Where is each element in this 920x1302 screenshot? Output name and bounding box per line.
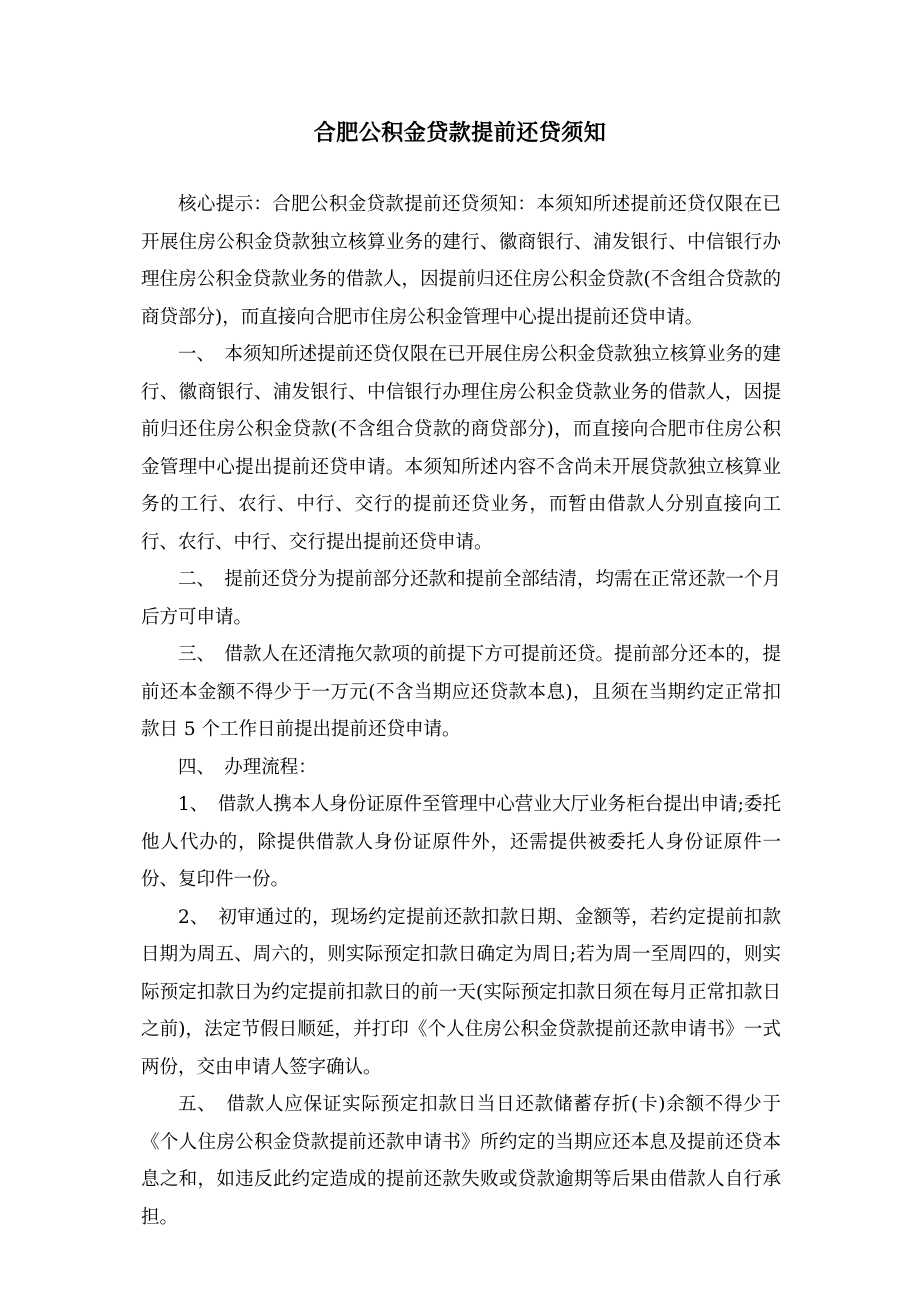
paragraph-section-1: 一、 本须知所述提前还贷仅限在已开展住房公积金贷款独立核算业务的建行、徽商银行、浦发银行、中信银行办理住房公积金贷款业务的借款人，因提前归还住房公积金贷款(不含组合贷款的商贷部分)，而直接向合肥市住房公积金管理中心提出提前还贷申请。本须知所述内容不含尚未开展贷款独立核算业务的工行、农行、中行、交行的提前还贷业务，而暂由借款人分别直接向工行、农行、中行、交行提出提前还贷申请。 (141, 344, 781, 553)
document-body (141, 186, 781, 1236)
paragraph-step-1: 1、 借款人携本人身份证原件至管理中心营业大厅业务柜台提出申请;委托他人代办的，除提供借款人身份证原件外，还需提供被委托人身份证原件一份、复印件一份。 (141, 794, 781, 890)
paragraph-core-summary: 核心提示：合肥公积金贷款提前还贷须知：本须知所述提前还贷仅限在已开展住房公积金贷款独立核算业务的建行、徽商银行、浦发银行、中信银行办理住房公积金贷款业务的借款人，因提前归还住房公积金贷款(不含组合贷款的商贷部分)，而直接向合肥市住房公积金管理中心提出提前还贷申请。 (141, 194, 781, 328)
paragraph-step-2: 2、 初审通过的，现场约定提前还款扣款日期、金额等，若约定提前扣款日期为周五、周六的，则实际预定扣款日确定为周日;若为周一至周四的，则实际预定扣款日为约定提前扣款日的前一天(实际预定扣款日须在每月正常扣款日之前)，法定节假日顺延，并打印《个人住房公积金贷款提前还款申请书》一式两份，交由申请人签字确认。 (141, 906, 781, 1078)
paragraph-section-2: 二、 提前还贷分为提前部分还款和提前全部结清，均需在正常还款一个月后方可申请。 (141, 569, 781, 628)
paragraph-section-4-heading: 四、 办理流程： (178, 756, 317, 778)
paragraph-section-3: 三、 借款人在还清拖欠款项的前提下方可提前还贷。提前部分还本的，提前还本金额不得少于一万元(不含当期应还贷款本息)，且须在当期约定正常扣款日 5 个工作日前提出提前还贷申请。 (141, 644, 781, 740)
paragraph-section-5: 五、 借款人应保证实际预定扣款日当日还款储蓄存折(卡)余额不得少于《个人住房公积金贷款提前还款申请书》所约定的当期应还本息及提前还贷本息之和，如违反此约定造成的提前还款失败或贷款逾期等后果由借款人自行承担。 (141, 1094, 781, 1228)
document-title: 合肥公积金贷款提前还贷须知 (313, 121, 607, 146)
